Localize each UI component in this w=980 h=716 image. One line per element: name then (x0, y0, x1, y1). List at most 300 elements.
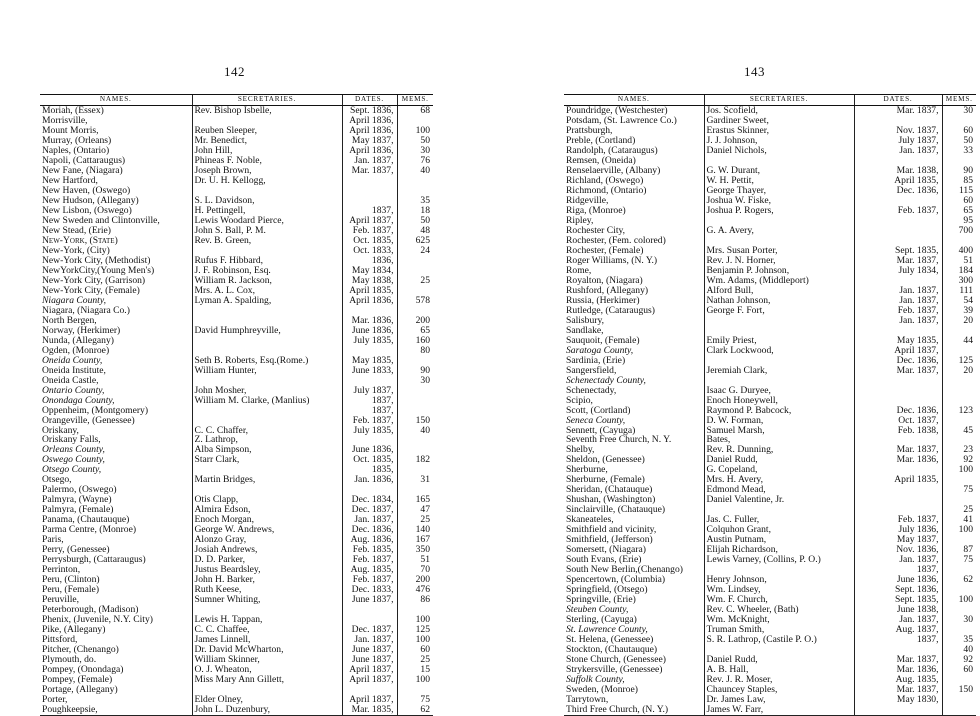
members-cell: 40 (397, 166, 433, 176)
members-cell: 92 (942, 655, 976, 665)
table-row (40, 445, 433, 455)
members-cell: 167 (397, 535, 433, 545)
name-cell: Rutledge, (Cataraugus) (566, 305, 655, 316)
names-header: NAMES. (40, 95, 192, 106)
name-cell: St. Lawrence County, (566, 625, 648, 636)
members-cell: 125 (397, 625, 433, 635)
table-row (40, 585, 433, 595)
table-row (40, 465, 433, 475)
name-cell: Springfield, (Otsego) (566, 585, 648, 596)
date-cell: Dec. 1836, (342, 525, 397, 535)
date-cell: Dec. 1834, (342, 495, 397, 505)
secretary-cell (192, 465, 342, 475)
table-row (564, 306, 976, 316)
date-cell: Jan. 1837, (854, 286, 942, 296)
members-cell (397, 396, 433, 406)
table-row (40, 475, 433, 485)
name-cell: Mount Morris, (42, 125, 99, 136)
date-cell: Oct. 1835, (342, 455, 397, 465)
members-cell: 20 (942, 316, 976, 326)
secretary-cell: Rev. R. Dunning, (704, 445, 854, 455)
secretary-cell: Dr. David McWharton, (192, 645, 342, 655)
secretary-cell: Wm. Adams, (Middleport) (704, 276, 854, 286)
name-cell: Prattsburgh, (566, 125, 613, 136)
name-cell: Sennett, (Cayuga) (566, 425, 636, 436)
secretary-cell: D. D. Parker, (192, 555, 342, 565)
date-cell (854, 386, 942, 396)
table-row (564, 166, 976, 176)
members-cell: 300 (942, 276, 976, 286)
secretary-cell: Justus Beardsley, (192, 565, 342, 575)
secretary-cell (192, 336, 342, 346)
secretary-cell (704, 645, 854, 655)
secretary-cell: Isaac G. Duryee, (704, 386, 854, 396)
name-cell: Palermo, (Oswego) (42, 485, 117, 496)
secretary-cell: William Skinner, (192, 655, 342, 665)
members-cell: 48 (397, 226, 433, 236)
members-cell: 100 (397, 675, 433, 685)
date-cell: Mar. 1836, (854, 665, 942, 675)
date-cell: Mar. 1837, (342, 166, 397, 176)
members-cell (942, 346, 976, 356)
secretary-cell: James Linnell, (192, 635, 342, 645)
date-cell: April 1836, (342, 146, 397, 156)
date-cell (854, 495, 942, 505)
table-row (40, 406, 433, 416)
date-cell: 1837, (854, 635, 942, 645)
table-row (564, 705, 976, 715)
table-row (40, 336, 433, 346)
table-row (564, 565, 976, 575)
name-cell: North Bergen, (42, 315, 97, 326)
secretary-cell: Jeremiah Clark, (704, 366, 854, 376)
table-row (564, 635, 976, 645)
date-cell: April 1835, (854, 176, 942, 186)
date-cell (854, 465, 942, 475)
secretary-cell: Joshua P. Rogers, (704, 206, 854, 216)
members-cell (942, 605, 976, 615)
members-cell (942, 416, 976, 426)
table-row (40, 625, 433, 635)
date-cell (854, 396, 942, 406)
members-cell (942, 156, 976, 166)
date-cell: Feb. 1837, (342, 416, 397, 426)
secretary-cell: Emily Priest, (704, 336, 854, 346)
name-cell: Oriskany, (42, 425, 79, 436)
date-cell: Aug. 1836, (342, 535, 397, 545)
members-cell: 75 (397, 695, 433, 705)
members-cell (942, 236, 976, 246)
table-row (564, 585, 976, 595)
members-cell (942, 705, 976, 715)
date-cell: Feb. 1838, (854, 426, 942, 436)
members-cell: 60 (397, 645, 433, 655)
members-cell: 100 (942, 525, 976, 535)
table-row (40, 356, 433, 366)
secretary-cell: Daniel Rudd, (704, 655, 854, 665)
members-cell: 33 (942, 146, 976, 156)
name-cell: Smithfield and vicinity, (566, 525, 657, 536)
name-cell: Sangersfield, (566, 365, 617, 376)
table-row (564, 326, 976, 336)
date-cell: Sept. 1835, (854, 595, 942, 605)
name-cell: Sweden, (Monroe) (566, 685, 638, 696)
date-cell (854, 276, 942, 286)
secretary-cell: Rev. J. N. Horner, (704, 256, 854, 266)
name-cell: Orleans County, (42, 445, 105, 456)
name-cell: Perrinton, (42, 565, 81, 576)
secretary-cell: Enoch Morgan, (192, 515, 342, 525)
secretary-cell: Rev. Bishop Isbelle, (192, 106, 342, 116)
name-cell: Rochester City, (566, 225, 626, 236)
members-cell (942, 396, 976, 406)
members-cell (397, 306, 433, 316)
date-cell (854, 216, 942, 226)
name-cell: Rochester, (Female) (566, 245, 644, 256)
members-cell: 35 (942, 635, 976, 645)
table-row (564, 475, 976, 485)
members-cell (942, 535, 976, 545)
members-cell: 25 (397, 276, 433, 286)
table-row (40, 136, 433, 146)
members-cell: 30 (942, 106, 976, 116)
date-cell (342, 685, 397, 695)
date-cell: Dec. 1837, (342, 505, 397, 515)
date-cell (342, 376, 397, 386)
secretary-cell: Mr. Benedict, (192, 136, 342, 146)
members-cell: 100 (397, 635, 433, 645)
secretary-cell: George W. Andrews, (192, 525, 342, 535)
secretary-cell: W. H. Pettit, (704, 176, 854, 186)
secretary-cell: Mrs. A. L. Cox, (192, 286, 342, 296)
name-cell: Pompey, (Female) (42, 675, 113, 686)
table-row (40, 196, 433, 206)
date-cell: Oct. 1835, (342, 236, 397, 246)
members-cell (942, 625, 976, 635)
date-cell: Feb. 1837, (854, 515, 942, 525)
date-cell: July 1837, (854, 136, 942, 146)
table-row (564, 246, 976, 256)
secretary-cell (192, 685, 342, 695)
members-cell (397, 116, 433, 126)
name-cell: Pittsford, (42, 635, 78, 646)
members-cell: 92 (942, 455, 976, 465)
table-row (564, 366, 976, 376)
table-row (564, 286, 976, 296)
members-cell: 54 (942, 296, 976, 306)
secretaries-header: SECRETARIES. (704, 95, 854, 106)
members-cell: 100 (397, 126, 433, 136)
table-row (40, 316, 433, 326)
date-cell: April 1836, (342, 126, 397, 136)
name-cell: Suffolk County, (566, 675, 625, 686)
members-header: MEMS. (397, 95, 433, 106)
members-cell (942, 495, 976, 505)
table-row (564, 615, 976, 625)
table-row (40, 306, 433, 316)
table-row (40, 256, 433, 266)
society-table (40, 94, 433, 716)
name-cell: Perrysburgh, (Cattaraugus) (42, 555, 146, 566)
table-row (40, 176, 433, 186)
date-cell (854, 376, 942, 386)
secretary-cell: Z. Lathrop, (192, 435, 342, 445)
secretary-cell: Ruth Keese, (192, 585, 342, 595)
secretary-cell: Rev. C. Wheeler, (Bath) (704, 605, 854, 615)
secretary-cell: Wm. F. Church, (704, 595, 854, 605)
secretary-cell: Bates, (704, 435, 854, 445)
secretary-cell (704, 156, 854, 166)
secretary-cell: D. W. Forman, (704, 416, 854, 426)
secretary-cell: Daniel Valentine, Jr. (704, 495, 854, 505)
date-cell (342, 346, 397, 356)
table-row (40, 635, 433, 645)
secretary-cell: Reuben Sleeper, (192, 126, 342, 136)
members-cell (942, 565, 976, 575)
members-cell: 150 (942, 685, 976, 695)
name-cell: New-York City, (Female) (42, 285, 140, 296)
secretary-cell (192, 316, 342, 326)
table-row (40, 535, 433, 545)
table-row (564, 236, 976, 246)
table-row (564, 685, 976, 695)
table-row (40, 116, 433, 126)
date-cell: Dec. 1837, (342, 625, 397, 635)
table-row (40, 565, 433, 575)
members-cell: 400 (942, 246, 976, 256)
members-cell: 20 (942, 366, 976, 376)
date-cell: June 1837, (342, 655, 397, 665)
date-cell: Mar. 1835, (342, 705, 397, 715)
members-cell: 41 (942, 515, 976, 525)
table-row (40, 186, 433, 196)
date-cell (854, 226, 942, 236)
name-cell: Pitcher, (Chenango) (42, 645, 119, 656)
members-cell (397, 256, 433, 266)
members-cell: 30 (397, 146, 433, 156)
date-cell (854, 236, 942, 246)
name-cell: Niagara, (Niagara Co.) (42, 305, 130, 316)
table-row (564, 625, 976, 635)
date-cell: Feb. 1837, (342, 575, 397, 585)
members-cell (397, 406, 433, 416)
members-cell: 68 (397, 106, 433, 116)
table-row (40, 326, 433, 336)
name-cell: Oneida County, (42, 355, 103, 366)
names-header: NAMES. (564, 95, 704, 106)
name-cell: Poundridge, (Westchester) (566, 105, 668, 116)
name-cell: South Evans, (Erie) (566, 555, 642, 566)
secretary-cell: Nathan Johnson, (704, 296, 854, 306)
date-cell: May 1830, (854, 695, 942, 705)
date-cell (342, 306, 397, 316)
secretary-cell: H. Pettingell, (192, 206, 342, 216)
members-cell: 35 (397, 196, 433, 206)
secretary-cell (192, 605, 342, 615)
name-cell: Peterborough, (Madison) (42, 605, 139, 616)
name-cell: Portage, (Allegany) (42, 685, 118, 696)
name-cell: Napoli, (Cattaraugus) (42, 155, 126, 166)
secretary-cell: S. L. Davidson, (192, 196, 342, 206)
table-row (564, 535, 976, 545)
members-cell: 150 (397, 416, 433, 426)
name-cell: South New Berlin,(Chenango) (566, 565, 683, 576)
members-cell: 60 (942, 126, 976, 136)
date-cell: June 1836, (342, 445, 397, 455)
table-row (564, 465, 976, 475)
table-row (40, 505, 433, 515)
name-cell: Ridgeville, (566, 195, 609, 206)
table-row (40, 545, 433, 555)
name-cell: Spencertown, (Columbia) (566, 575, 666, 586)
members-cell (397, 485, 433, 495)
members-cell: 100 (942, 595, 976, 605)
secretary-cell: Chauncey Staples, (704, 685, 854, 695)
members-cell: 76 (397, 156, 433, 166)
table-row (40, 386, 433, 396)
name-cell: Oneida Castle, (42, 375, 99, 386)
date-cell: July 1834, (854, 266, 942, 276)
secretary-cell: Edmond Mead, (704, 485, 854, 495)
secretary-cell: Samuel Marsh, (704, 426, 854, 436)
date-cell: Jan. 1837, (854, 316, 942, 326)
table-row (564, 675, 976, 685)
name-cell: Oswego County, (42, 455, 105, 466)
name-cell: Phenix, (Juvenile, N.Y. City) (42, 615, 153, 626)
table-row (564, 266, 976, 276)
name-cell: Ripley, (566, 215, 594, 226)
table-row (40, 246, 433, 256)
date-cell: April 1837, (342, 675, 397, 685)
name-cell: Riga, (Monroe) (566, 205, 626, 216)
date-cell: April 1837, (342, 665, 397, 675)
name-cell: New Sweden and Clintonville, (42, 215, 160, 226)
name-cell: Springville, (Erie) (566, 595, 636, 606)
secretary-cell (704, 356, 854, 366)
members-cell: 86 (397, 595, 433, 605)
name-cell: Onondaga County, (42, 395, 115, 406)
table-body (564, 106, 976, 716)
table-row (40, 655, 433, 665)
secretary-cell: John S. Ball, P. M. (192, 226, 342, 236)
table-row (40, 286, 433, 296)
members-cell: 39 (942, 306, 976, 316)
members-cell (397, 286, 433, 296)
members-cell: 75 (942, 555, 976, 565)
name-cell: Shushan, (Washington) (566, 495, 656, 506)
date-cell: June 1836, (854, 575, 942, 585)
members-cell: 50 (397, 136, 433, 146)
table-row (564, 356, 976, 366)
date-cell: July 1835, (342, 426, 397, 436)
table-row (564, 376, 976, 386)
members-cell: 85 (942, 176, 976, 186)
table-row (564, 386, 976, 396)
name-cell: Tarrytown, (566, 695, 609, 706)
name-cell: Palmyra, (Wayne) (42, 495, 112, 506)
name-cell: New Hudson, (Allegany) (42, 195, 139, 206)
date-cell: June 1837, (342, 645, 397, 655)
secretary-cell (192, 376, 342, 386)
dates-header: DATES. (854, 95, 942, 106)
table-row (564, 136, 976, 146)
members-cell: 30 (397, 376, 433, 386)
table-row (40, 226, 433, 236)
table-row (40, 515, 433, 525)
name-cell: Ontario County, (42, 385, 105, 396)
name-cell: New-York, (City) (42, 245, 110, 256)
date-cell: Nov. 1836, (854, 545, 942, 555)
members-cell: 100 (397, 615, 433, 625)
members-cell (942, 116, 976, 126)
table-row (40, 146, 433, 156)
name-cell: Somersett, (Niagara) (566, 545, 646, 556)
table-row (40, 216, 433, 226)
name-cell: Sardinia, (Erie) (566, 355, 626, 366)
date-cell: Dec. 1836, (854, 406, 942, 416)
table-row (40, 695, 433, 705)
members-cell: 140 (397, 525, 433, 535)
secretary-cell: Wm. Lindsey, (704, 585, 854, 595)
name-cell: Parma Centre, (Monroe) (42, 525, 137, 536)
secretary-cell: Lyman A. Spalding, (192, 296, 342, 306)
date-cell: Dec. 1836, (854, 356, 942, 366)
name-cell: Sinclairville, (Chatauque) (566, 505, 666, 516)
members-cell: 200 (397, 316, 433, 326)
date-cell (854, 116, 942, 126)
name-cell: Peruville, (42, 595, 80, 606)
table-row (40, 685, 433, 695)
date-cell: Aug. 1837, (854, 625, 942, 635)
secretary-cell: Joshua W. Fiske, (704, 196, 854, 206)
secretary-cell: William Hunter, (192, 366, 342, 376)
date-cell: Jan. 1837, (342, 515, 397, 525)
secretary-cell: G. A. Avery, (704, 226, 854, 236)
name-cell: Strykersville, (Genessee) (566, 665, 663, 676)
secretary-cell: Phineas F. Noble, (192, 156, 342, 166)
table-row (564, 106, 976, 116)
name-cell: Oriskany Falls, (42, 435, 101, 446)
name-cell: New-York City, (Methodist) (42, 255, 151, 266)
date-cell: Jan. 1837, (854, 615, 942, 625)
table-row (40, 455, 433, 465)
name-cell: Morrisville, (42, 115, 88, 126)
date-cell: July 1835, (342, 336, 397, 346)
secretary-cell: C. C. Chaffer, (192, 426, 342, 436)
secretary-cell: William M. Clarke, (Manlius) (192, 396, 342, 406)
name-cell: Sandlake, (566, 325, 604, 336)
table-row (564, 226, 976, 236)
table-row (564, 655, 976, 665)
table-row (40, 665, 433, 675)
members-cell: 25 (397, 515, 433, 525)
members-cell: 25 (397, 655, 433, 665)
name-cell: Russia, (Herkimer) (566, 295, 640, 306)
table-row (564, 116, 976, 126)
name-cell: Panama, (Chautauque) (42, 515, 130, 526)
members-cell (397, 266, 433, 276)
table-row (564, 176, 976, 186)
table-row (564, 495, 976, 505)
table-row (564, 455, 976, 465)
table-row (40, 346, 433, 356)
table-row (564, 256, 976, 266)
members-cell: 31 (397, 475, 433, 485)
date-cell: May 1834, (342, 266, 397, 276)
date-cell: Feb. 1837, (342, 555, 397, 565)
name-cell: Orangeville, (Genessee) (42, 415, 135, 426)
secretary-cell: Henry Johnson, (704, 575, 854, 585)
